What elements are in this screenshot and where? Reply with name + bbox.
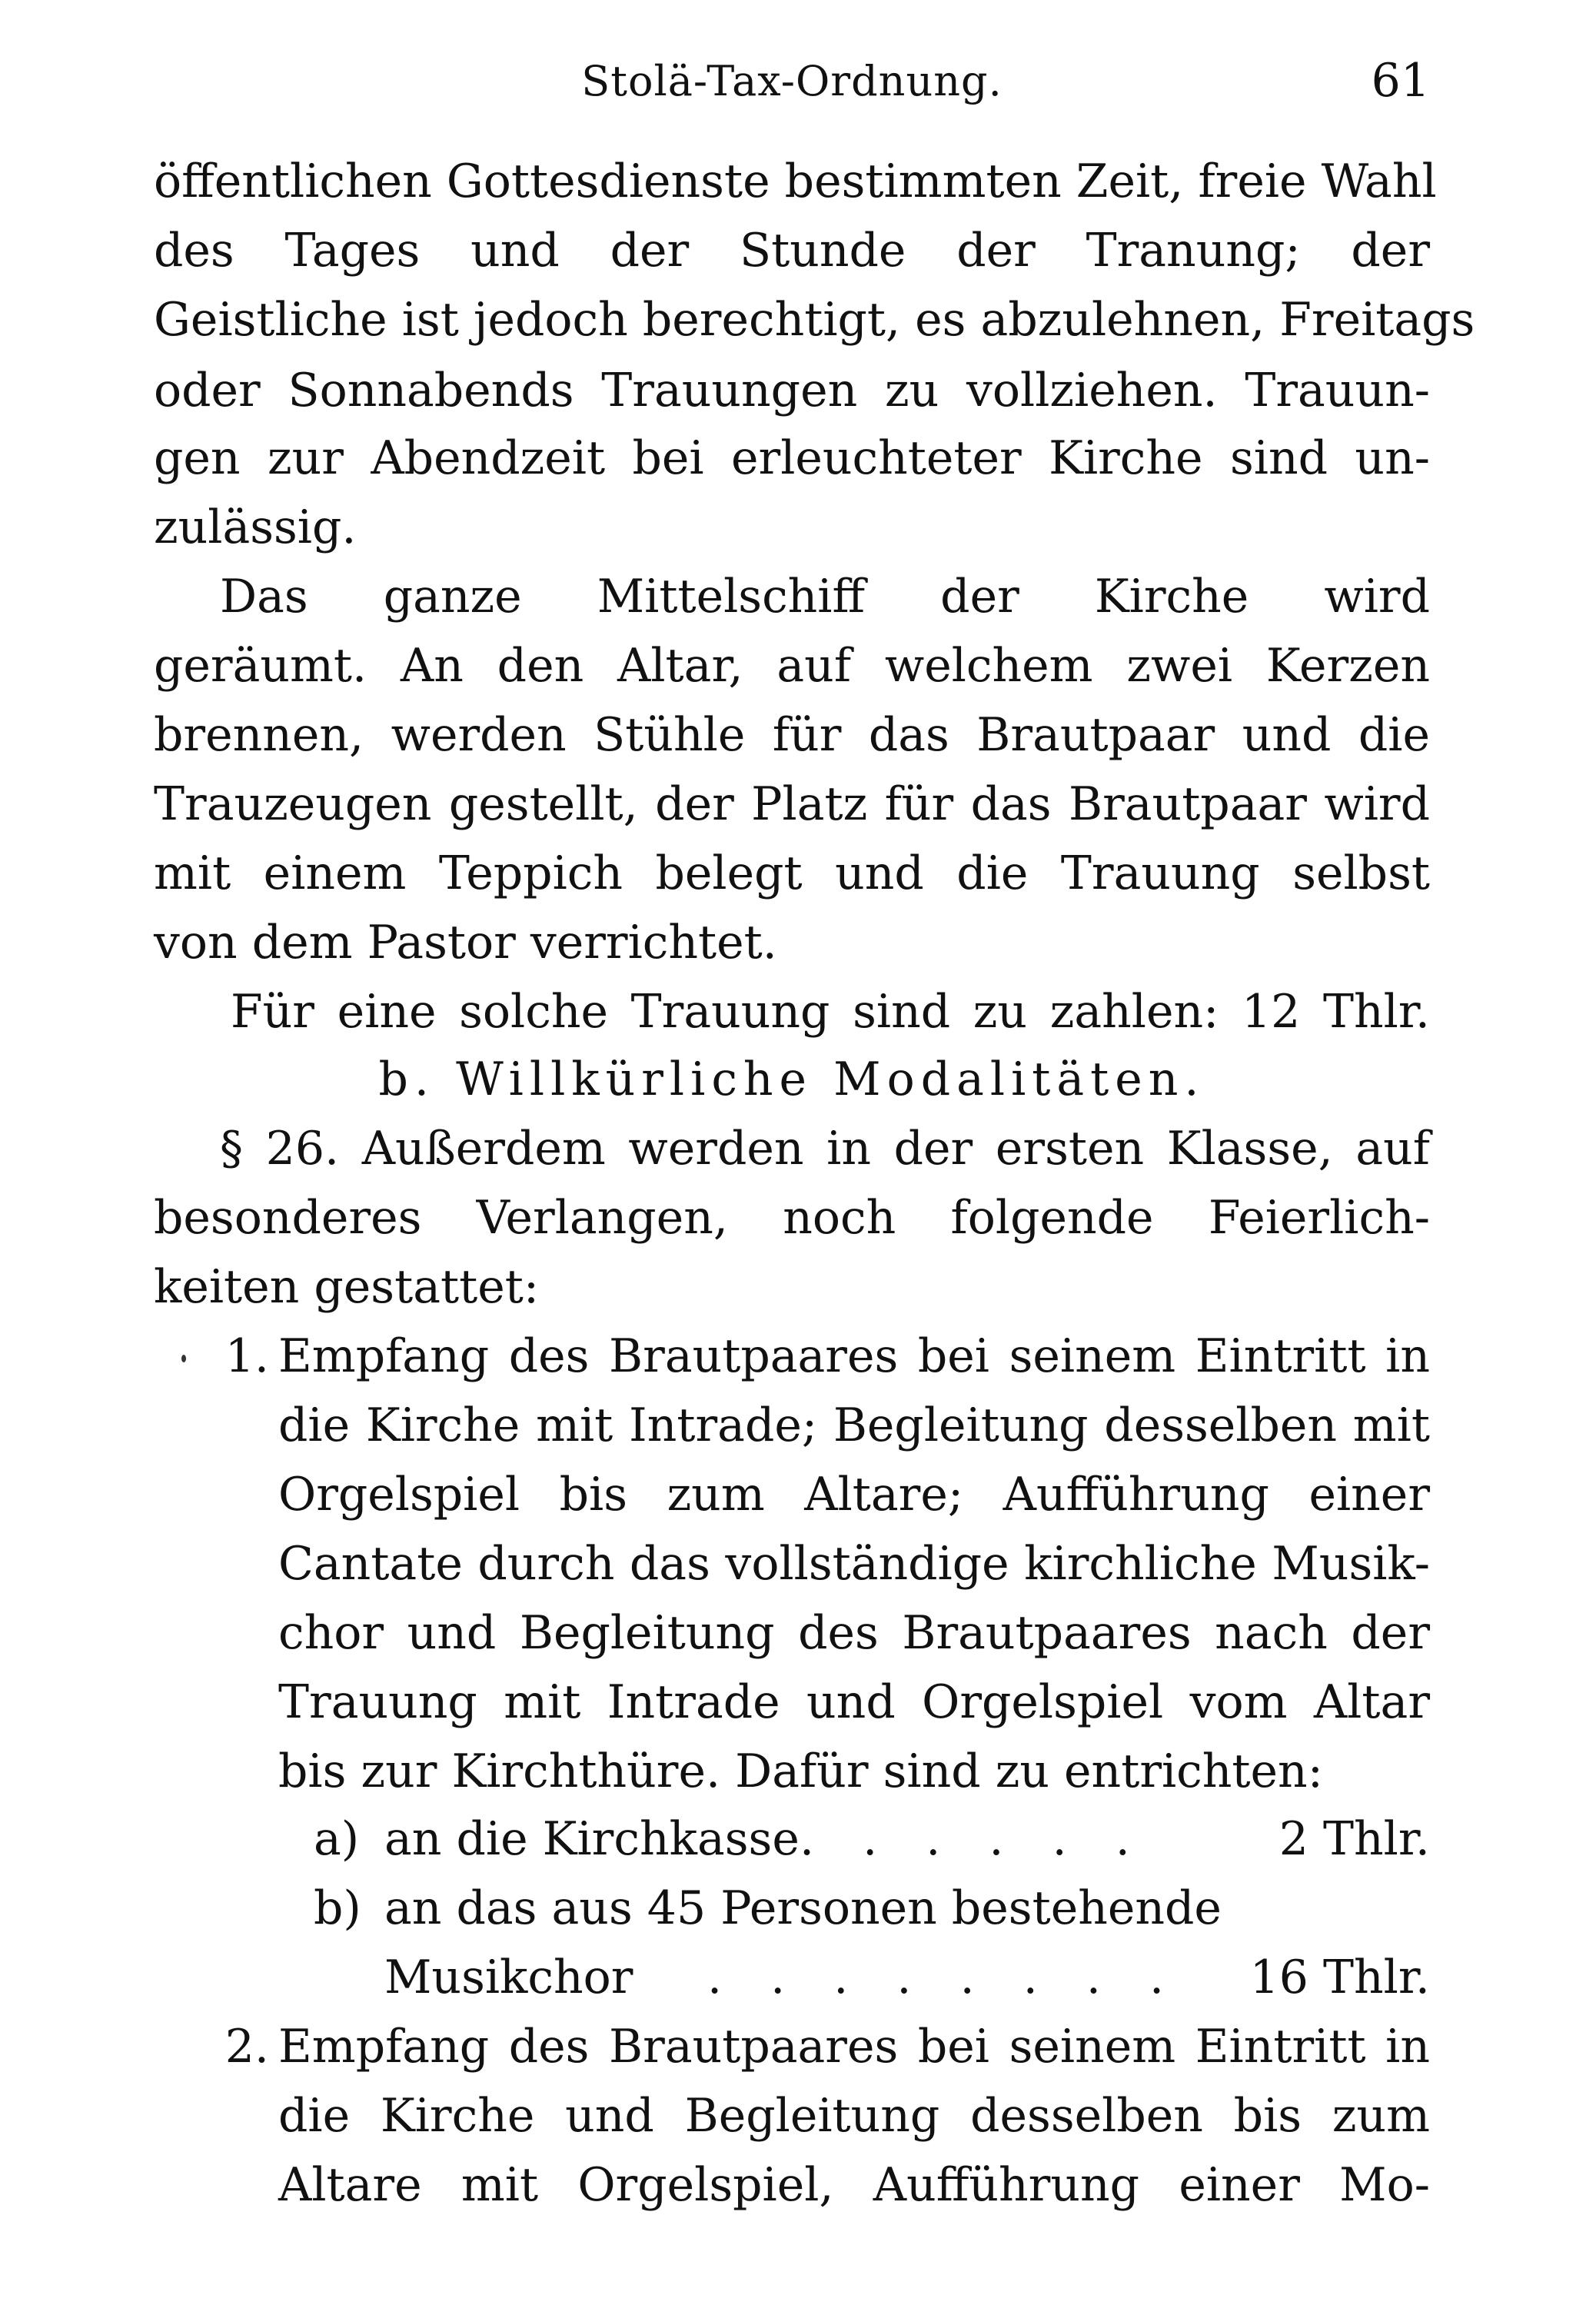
- text-line: Das ganze Mittelschiff der Kirche wird: [220, 570, 1430, 624]
- text-line: besonderes Verlangen, noch folgende Feierlich-: [154, 1191, 1430, 1245]
- text-line: bis zur Kirchthüre. Dafür sind zu entrichten:: [278, 1745, 1323, 1798]
- page-number: 61: [1371, 54, 1430, 108]
- text-line: gen zur Abendzeit bei erleuchteter Kirche sind un-: [154, 431, 1430, 485]
- fee-row: [384, 1951, 1430, 2004]
- fee-text: an das aus 45 Personen bestehende: [384, 1881, 1222, 1935]
- fee-label: b): [314, 1881, 361, 1935]
- text-line: oder Sonnabends Trauungen zu vollziehen. Trauun-: [154, 364, 1430, 417]
- text-line: chor und Begleitung des Brautpaares nach der: [278, 1606, 1430, 1660]
- text-line: des Tages und der Stunde der Tranung; der: [154, 224, 1430, 278]
- leader-dots: . . . . . .: [800, 1812, 1147, 1866]
- text-line: die Kirche und Begleitung desselben bis zum: [278, 2089, 1430, 2143]
- text-line: Trauung mit Intrade und Orgelspiel vom Altar: [278, 1675, 1430, 1729]
- fee-amount: 16 Thlr.: [1249, 1951, 1430, 2004]
- item-number: 1.: [224, 1329, 269, 1383]
- text-line: Empfang des Brautpaares bei seinem Eintritt in: [278, 2020, 1430, 2074]
- item-number: 2.: [224, 2020, 269, 2074]
- text-line: zulässig.: [154, 501, 357, 554]
- stray-mark: [181, 1355, 186, 1362]
- text-line: geräumt. An den Altar, auf welchem zwei Kerzen: [154, 639, 1430, 693]
- fee-label: a): [314, 1812, 360, 1866]
- text-line: brennen, werden Stühle für das Brautpaar und die: [154, 708, 1430, 762]
- leader-dots: . . . . . . . .: [707, 1951, 1182, 2004]
- fee-row: [384, 1812, 1430, 1866]
- text-line: mit einem Teppich belegt und die Trauung selbst: [154, 846, 1430, 900]
- text-line: keiten gestattet:: [154, 1260, 540, 1314]
- text-line: von dem Pastor verrichtet.: [154, 916, 777, 970]
- text-line: Trauzeugen gestellt, der Platz für das Brautpaar wird: [154, 777, 1430, 831]
- text-line: § 26. Außerdem werden in der ersten Klasse, auf: [220, 1122, 1430, 1176]
- payment-line: Für eine solche Trauung sind zu zahlen: 12 Thlr.: [231, 985, 1430, 1039]
- fee-text: an die Kirchkasse: [384, 1812, 800, 1866]
- fee-row: [384, 1881, 1430, 1935]
- text-line: die Kirche mit Intrade; Begleitung desselben mit: [278, 1399, 1430, 1452]
- text-line: Geistliche ist jedoch berechtigt, es abzulehnen, Freitags: [154, 293, 1475, 347]
- text-line: öffentlichen Gottesdienste bestimmten Zeit, freie Wahl: [154, 155, 1437, 208]
- text-line: Empfang des Brautpaares bei seinem Eintritt in: [278, 1329, 1430, 1383]
- running-title: Stolä-Tax-Ordnung.: [581, 57, 1002, 105]
- page-header: [154, 48, 1430, 132]
- fee-text: Musikchor: [384, 1951, 633, 2004]
- text-line: Cantate durch das vollständige kirchliche Musik-: [278, 1537, 1430, 1591]
- fee-amount: 2 Thlr.: [1278, 1812, 1430, 1866]
- text-line: Orgelspiel bis zum Altare; Aufführung einer: [278, 1468, 1430, 1522]
- text-line: Altare mit Orgelspiel, Aufführung einer Mo-: [278, 2158, 1430, 2212]
- section-heading: b. Willkürliche Modalitäten.: [378, 1053, 1205, 1106]
